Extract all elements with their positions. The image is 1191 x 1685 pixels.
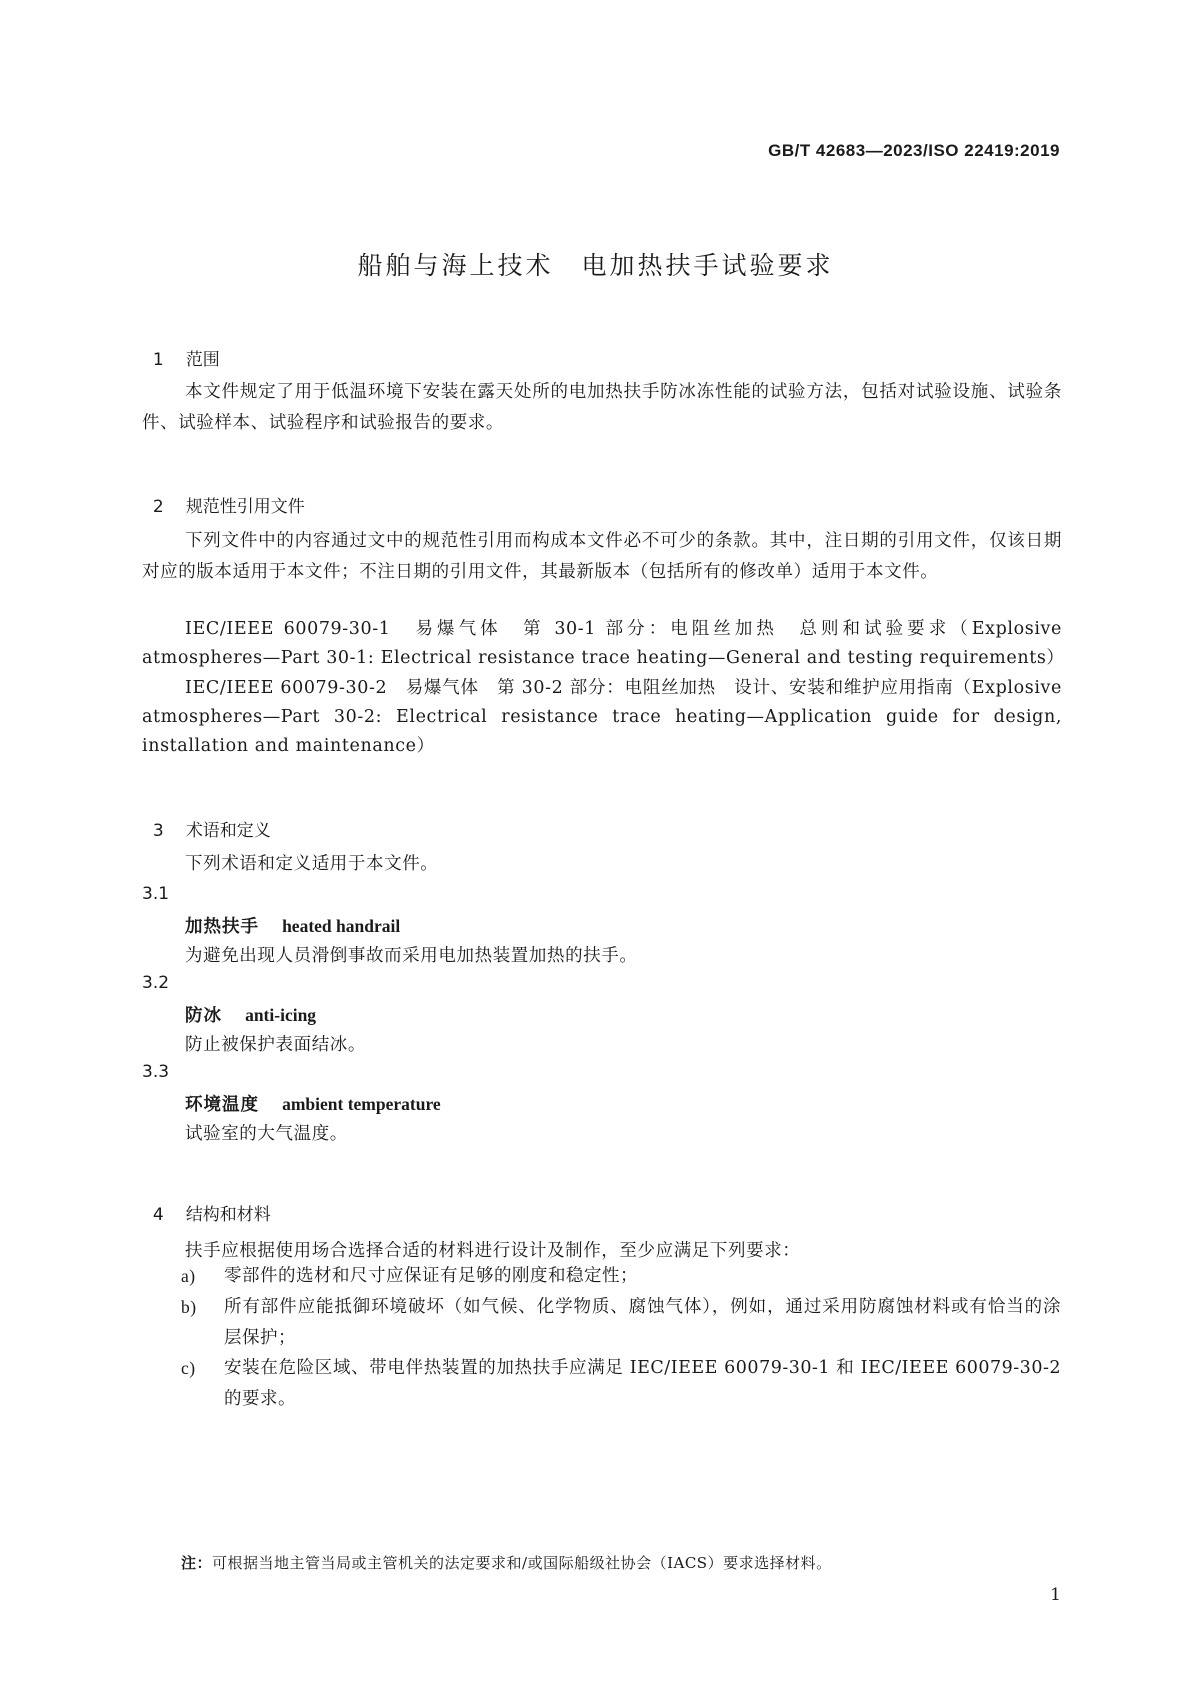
section-number: 1 <box>152 350 164 370</box>
list-item <box>181 1292 1061 1354</box>
term-zh: 环境温度 <box>185 1095 259 1115</box>
term-definition: 为避免出现人员滑倒事故而采用电加热装置加热的扶手。 <box>185 946 638 966</box>
section-heading-terms <box>142 796 271 841</box>
list-item-text: 安装在危险区域、带电伴热装置的加热扶手应满足 IEC/IEEE 60079-30-1 和 IEC/IEEE 60079-30-2 的要求。 <box>224 1358 1061 1409</box>
term-heading <box>185 1002 316 1027</box>
term-heading <box>185 1091 441 1116</box>
term-number: 3.1 <box>142 884 170 904</box>
term-number: 3.2 <box>142 973 170 993</box>
term-en: heated handrail <box>282 916 401 936</box>
list-item-label: c) <box>181 1358 196 1378</box>
note-label: 注： <box>181 1554 213 1572</box>
section-number: 2 <box>152 497 164 517</box>
list-item-text: 零部件的选材和尺寸应保证有足够的刚度和稳定性； <box>224 1266 638 1286</box>
document-number: GB/T 42683—2023/ISO 22419:2019 <box>768 141 1060 160</box>
reference-item-1: IEC/IEEE 60079-30-1 易爆气体 第 30-1 部分：电阻丝加热 总则和试验要求（Explosive atmospheres—Part 30-1: Electrical resistance trace heating—General and testing requirements） <box>142 619 1065 668</box>
terms-intro: 下列术语和定义适用于本文件。 <box>185 854 439 874</box>
section-title: 规范性引用文件 <box>185 497 305 517</box>
term-en: anti-icing <box>245 1005 317 1025</box>
term-zh: 加热扶手 <box>185 917 259 937</box>
section-title: 结构和材料 <box>185 1205 271 1225</box>
term-number: 3.3 <box>142 1062 170 1082</box>
list-item <box>181 1353 1061 1415</box>
materials-intro: 扶手应根据使用场合选择合适的材料进行设计及制作，至少应满足下列要求： <box>185 1241 801 1261</box>
term-definition: 试验室的大气温度。 <box>185 1124 348 1144</box>
term-en: ambient temperature <box>282 1094 441 1114</box>
page-title: 船舶与海上技术 电加热扶手试验要求 <box>357 251 834 280</box>
section-title: 术语和定义 <box>185 821 271 841</box>
list-item-label: a) <box>181 1266 196 1286</box>
section-heading-scope <box>142 325 220 370</box>
list-item-label: b) <box>181 1297 197 1317</box>
references-intro-paragraph: 下列文件中的内容通过文中的规范性引用而构成本文件必不可少的条款。其中，注日期的引用文件，仅该日期对应的版本适用于本文件；不注日期的引用文件，其最新版本（包括所有的修改单）适用于本文件。 <box>142 531 1062 582</box>
section-heading-references <box>142 472 305 517</box>
term-zh: 防冰 <box>185 1006 222 1026</box>
section-title: 范围 <box>185 350 220 370</box>
scope-paragraph: 本文件规定了用于低温环境下安装在露天处所的电加热扶手防冰冻性能的试验方法，包括对试验设施、试验条件、试验样本、试验程序和试验报告的要求。 <box>142 382 1062 433</box>
term-definition: 防止被保护表面结冰。 <box>185 1035 366 1055</box>
section-number: 4 <box>152 1205 164 1225</box>
list-item-text: 所有部件应能抵御环境破坏（如气候、化学物质、腐蚀气体），例如，通过采用防腐蚀材料或有恰当的涂层保护； <box>224 1297 1061 1348</box>
section-heading-materials <box>142 1180 271 1225</box>
list-item <box>181 1261 1061 1292</box>
reference-item-2: IEC/IEEE 60079-30-2 易爆气体 第 30-2 部分：电阻丝加热 设计、安装和维护应用指南（Explosive atmospheres—Part 30-2: Electrical resistance trace heating—Application guide for design, installation and maintenance） <box>142 678 1062 756</box>
page-number: 1 <box>1050 1585 1061 1605</box>
note-text: 可根据当地主管当局或主管机关的法定要求和/或国际船级社协会（IACS）要求选择材料。 <box>212 1554 832 1572</box>
term-heading <box>185 913 400 938</box>
section-number: 3 <box>152 821 164 841</box>
note <box>181 1552 832 1573</box>
